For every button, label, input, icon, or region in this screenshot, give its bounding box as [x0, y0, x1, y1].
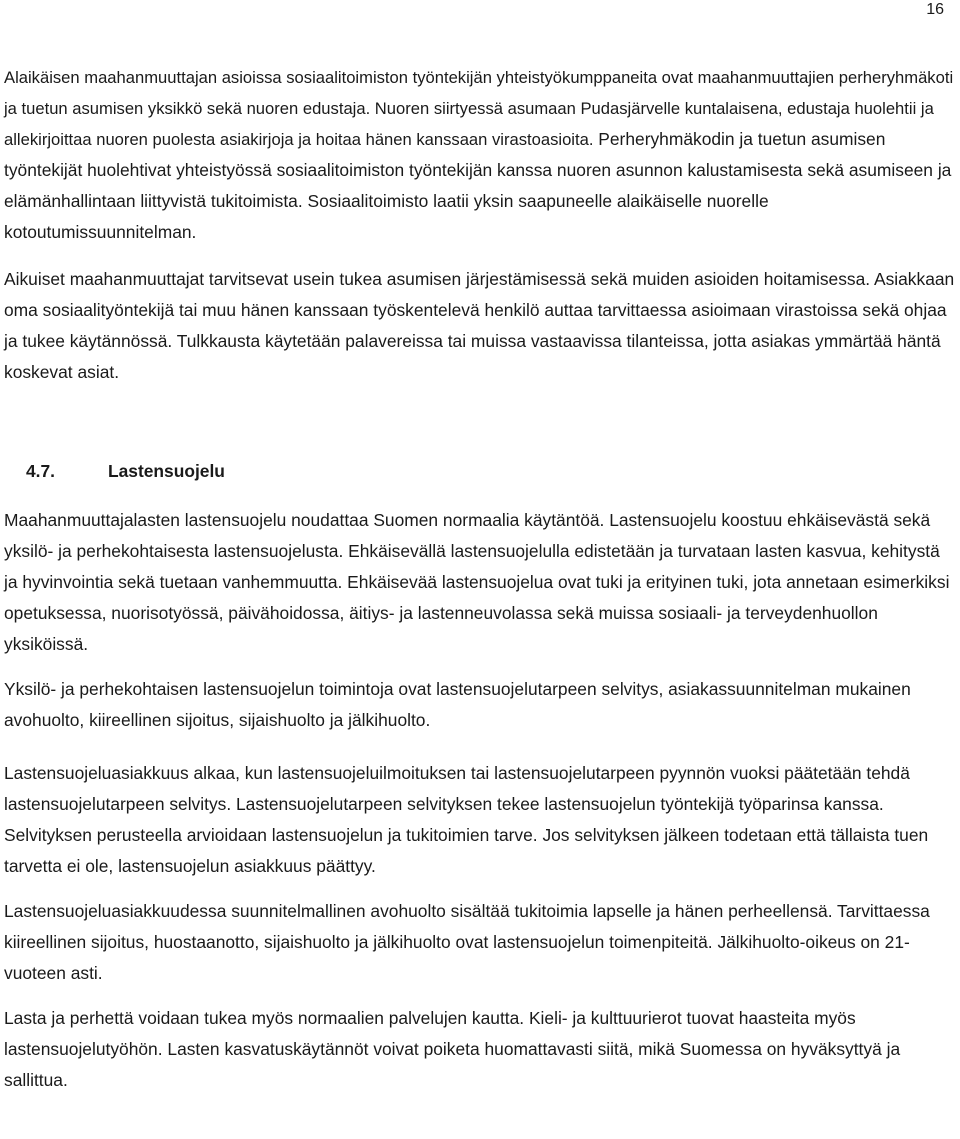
section-number: 4.7. [26, 461, 56, 481]
paragraph-minors-part1: Alaikäisen maahanmuuttajan asioissa sosiaalitoimiston työntekijän yhteistyökumppaneita ovat maahanmuuttajien perheryhmäkoti ja tuetun asumisen yksikkö sekä nuoren edustaja. Nuoren siirtyessä asumaan Pudasjärvelle kuntalaisena, edustaja huolehtii ja allekirjoittaa nuoren puolesta asiakirjoja ja hoitaa hänen kanssaan virastoasioita. [4, 68, 954, 149]
paragraph-child-welfare-intro: Maahanmuuttajalasten lastensuojelu noudattaa Suomen normaalia käytäntöä. Lastensuojelu koostuu ehkäisevästä sekä yksilö- ja perhekohtaisesta lastensuojelusta. Ehkäisevällä lastensuojelulla edistetään ja turvataan lasten kasvua, kehitystä ja hyvinvointia sekä tuetaan vanhemmuutta. Ehkäisevää lastensuojelua ovat tuki ja erityinen tuki, jota annetaan esimerkiksi opetuksessa, nuorisotyössä, päivähoidossa, äitiys- ja lastenneuvolassa sekä muissa sosiaali- ja terveydenhuollon yksiköissä. [4, 510, 950, 654]
paragraph-client-relationship: Lastensuojeluasiakkuus alkaa, kun lastensuojeluilmoituksen tai lastensuojelutarpeen pyynnön vuoksi päätetään tehdä lastensuojelutarpeen selvitys. Lastensuojelutarpeen selvityksen tekee lastensuojelun työntekijä työparinsa kanssa. Selvityksen perusteella arvioidaan lastensuojelun ja tukitoimien tarve. Jos selvityksen jälkeen todetaan että tällaista tuen tarvetta ei ole, lastensuojelun asiakkuus päättyy. [4, 763, 929, 876]
section-heading [4, 456, 956, 487]
paragraph-minors-part2: Perheryhmäkodin ja tuetun asumisen työntekijät huolehtivat yhteistyössä sosiaalitoimiston työntekijän kanssa nuoren asunnon kalustamisesta sekä asumiseen ja elämänhallintaan liittyvistä tukitoimista. Sosiaalitoimisto laatii yksin saapuneelle alaikäiselle nuorelle kotoutumissuunnitelman. [4, 129, 952, 242]
document-body [4, 62, 956, 1096]
paragraph-open-care: Lastensuojeluasiakkuudessa suunnitelmallinen avohuolto sisältää tukitoimia lapselle ja hänen perheellensä. Tarvittaessa kiireellinen sijoitus, huostaanotto, sijaishuolto ja jälkihuolto ovat lastensuojelun toimenpiteitä. Jälkihuolto-oikeus on 21-vuoteen asti. [4, 901, 930, 983]
paragraph-family-support: Lasta ja perhettä voidaan tukea myös normaalien palvelujen kautta. Kieli- ja kulttuurierot tuovat haasteita myös lastensuojelutyöhön. Lasten kasvatuskäytännöt voivat poiketa huomattavasti siitä, mikä Suomessa on hyväksyttyä ja sallittua. [4, 1008, 901, 1090]
paragraph-individual-services: Yksilö- ja perhekohtaisen lastensuojelun toimintoja ovat lastensuojelutarpeen selvitys, asiakassuunnitelman mukainen avohuolto, kiireellinen sijoitus, sijaishuolto ja jälkihuolto. [4, 679, 911, 730]
paragraph-minors [4, 62, 956, 248]
paragraph-adults: Aikuiset maahanmuuttajat tarvitsevat usein tukea asumisen järjestämisessä sekä muiden asioiden hoitamisessa. Asiakkaan oma sosiaalityöntekijä tai muu hänen kanssaan työskentelevä henkilö auttaa tarvittaessa asioimaan virastoissa sekä ohjaa ja tukee käytännössä. Tulkkausta käytetään palavereissa tai muissa vastaavissa tilanteissa, jotta asiakas ymmärtää häntä koskevat asiat. [4, 269, 955, 382]
page-number: 16 [926, 1, 944, 18]
section-title: Lastensuojelu [108, 461, 225, 481]
